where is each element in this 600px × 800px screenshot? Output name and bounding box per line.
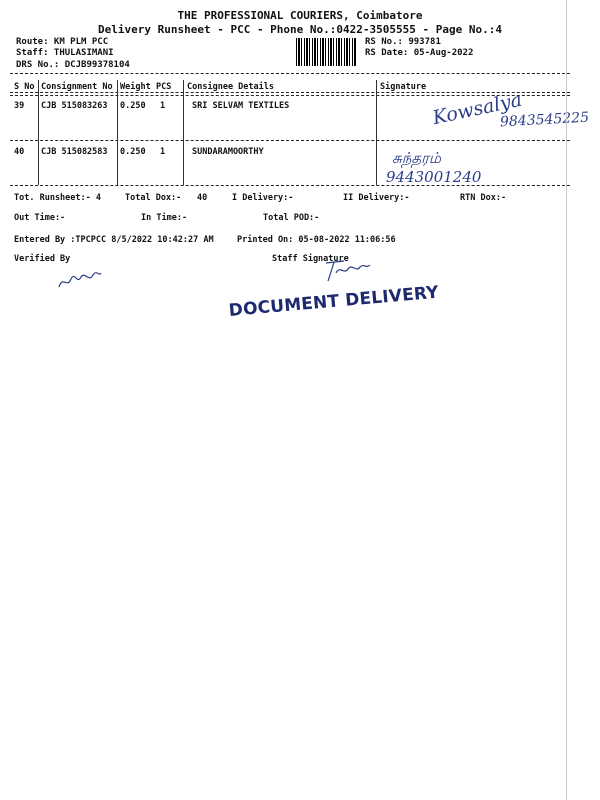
runsheet-subtitle: Delivery Runsheet - PCC - Phone No.:0422-3505555 - Page No.:4 <box>98 23 502 36</box>
ii-delivery: II Delivery:- <box>343 193 410 203</box>
row-rule <box>10 140 570 141</box>
handwritten-phone: 9443001240 <box>386 168 482 186</box>
col-header-signature: Signature <box>380 82 427 92</box>
table-cell-sno: 40 <box>14 147 25 157</box>
handwritten-signature: Kowsalya <box>430 88 524 130</box>
rtn-dox: RTN Dox:- <box>460 193 507 203</box>
header-rule <box>10 92 570 93</box>
col-divider <box>376 80 377 185</box>
i-delivery: I Delivery:- <box>232 193 294 203</box>
col-divider <box>38 80 39 185</box>
total-pod: Total POD:- <box>263 213 320 223</box>
staff-signature-label: Staff Signature <box>272 254 349 264</box>
verified-by-label: Verified By <box>14 254 71 264</box>
table-bottom-rule <box>10 185 570 186</box>
document-delivery-stamp: DOCUMENT DELIVERY <box>228 282 440 321</box>
total-dox-label: Total Dox:- <box>125 193 182 203</box>
table-cell-consignment: CJB 515082583 <box>41 147 108 157</box>
route-text: Route: KM PLM PCC <box>16 37 109 47</box>
table-cell-weight: 0.250 <box>120 147 146 157</box>
company-title: THE PROFESSIONAL COURIERS, Coimbatore <box>177 9 423 22</box>
entered-by: Entered By :TPCPCC 8/5/2022 10:42:27 AM <box>14 235 214 245</box>
col-divider <box>183 80 184 185</box>
verifier-signature <box>55 263 105 293</box>
table-cell-sno: 39 <box>14 101 25 111</box>
total-dox-value: 40 <box>197 193 208 203</box>
col-header-pcs: PCS <box>156 82 172 92</box>
out-time: Out Time:- <box>14 213 66 223</box>
rs-number: RS No.: 993781 <box>365 37 441 47</box>
table-cell-weight: 0.250 <box>120 101 146 111</box>
table-cell-pcs: 1 <box>160 147 166 157</box>
col-header-weight: Weight <box>120 82 151 92</box>
barcode <box>296 38 356 66</box>
printed-on: Printed On: 05-08-2022 11:06:56 <box>237 235 396 245</box>
handwritten-phone: 9843545225 <box>499 109 590 131</box>
col-header-sno: S No <box>14 82 35 92</box>
in-time: In Time:- <box>141 213 188 223</box>
col-header-consignment: Consignment No <box>41 82 113 92</box>
staff-text: Staff: THULASIMANI <box>16 48 114 58</box>
staff-signature <box>322 255 372 285</box>
page-crease <box>566 0 567 800</box>
col-header-consignee: Consignee Details <box>187 82 274 92</box>
table-cell-consignment: CJB 515083263 <box>41 101 108 111</box>
col-divider <box>117 80 118 185</box>
table-top-rule <box>10 73 570 74</box>
table-cell-consignee: SRI SELVAM TEXTILES <box>192 101 290 111</box>
table-cell-consignee: SUNDARAMOORTHY <box>192 147 264 157</box>
table-cell-pcs: 1 <box>160 101 166 111</box>
rs-date: RS Date: 05-Aug-2022 <box>365 48 474 58</box>
handwritten-signature: சுந்தரம் <box>392 149 441 167</box>
drs-number: DRS No.: DCJB99378104 <box>16 60 130 70</box>
tot-runsheet: Tot. Runsheet:- 4 <box>14 193 101 203</box>
